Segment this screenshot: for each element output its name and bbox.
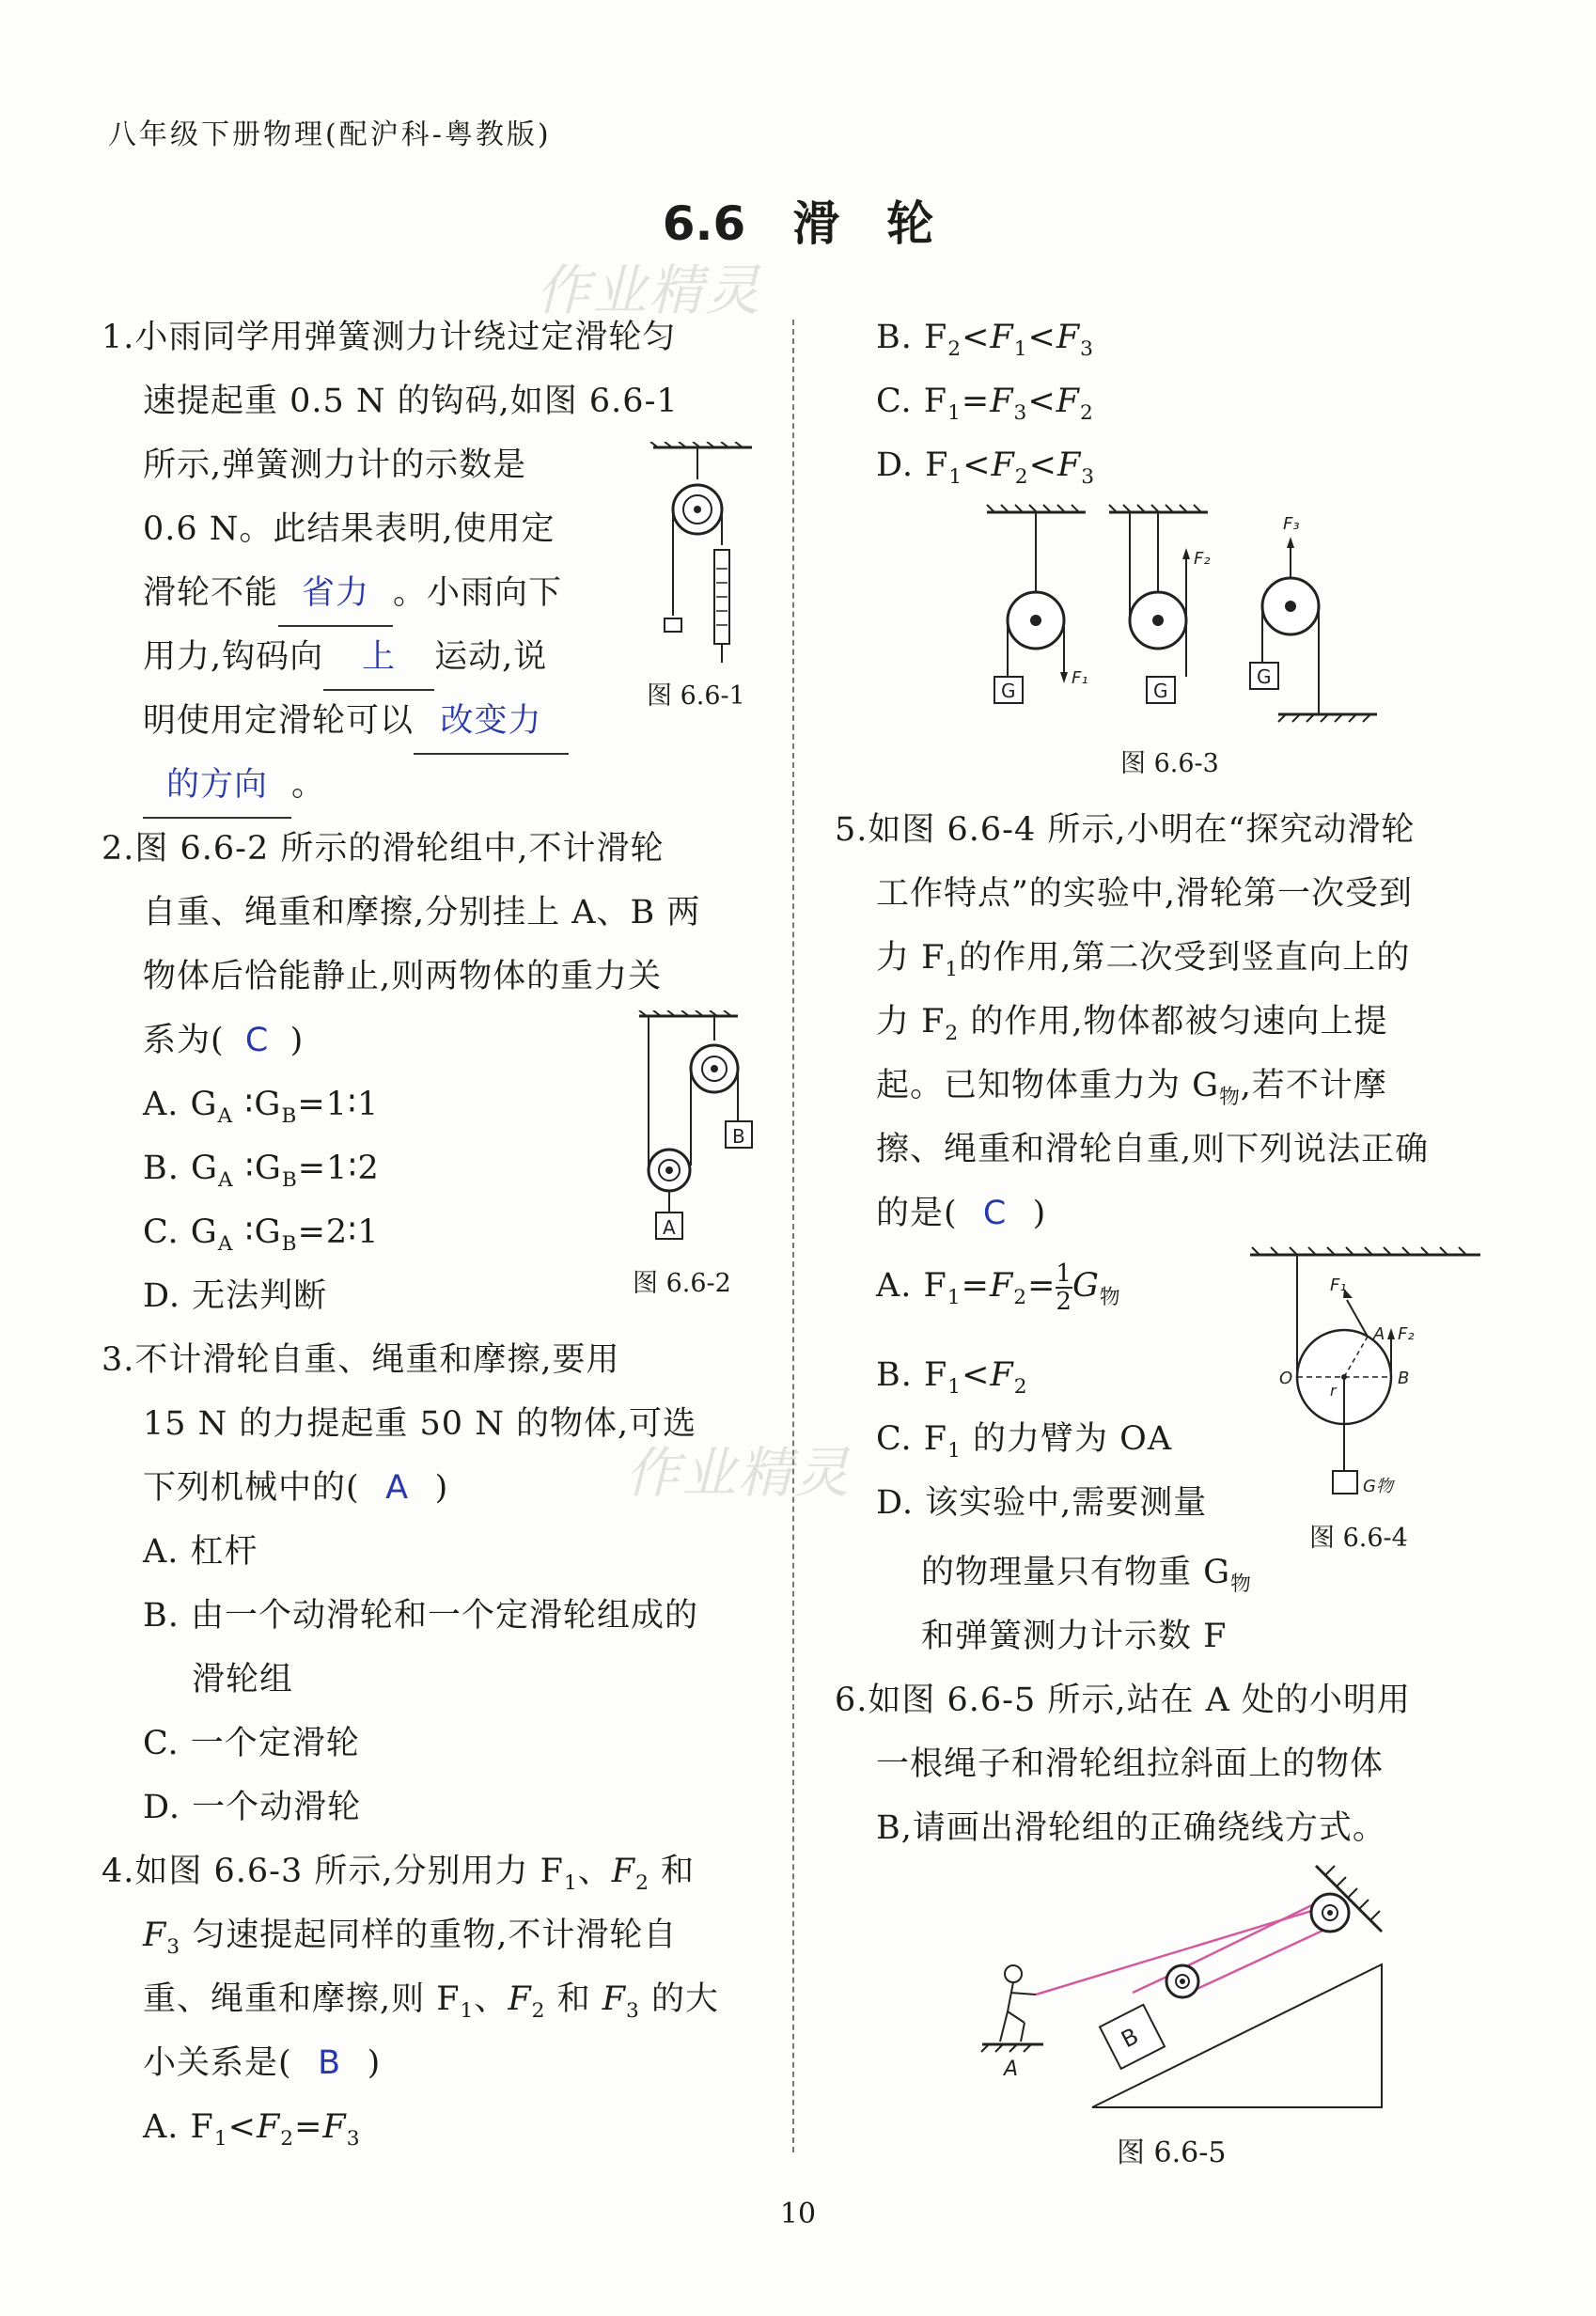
q5-answer: C (982, 1195, 1008, 1232)
q4-option-c: C. $F_1=F_3<F_2$ (876, 383, 1094, 425)
svg-text:O: O (1279, 1369, 1293, 1388)
svg-text:A: A (1004, 2058, 1019, 2081)
svg-text:F₂: F₂ (1398, 1324, 1415, 1344)
svg-text:F₃: F₃ (1283, 514, 1300, 534)
q1-line6: 用力,钩码向 上 运动,说 (143, 626, 547, 691)
section-title: 6.6 滑 轮 (662, 196, 934, 251)
q1-line5: 滑轮不能 省力 。小雨向下 (143, 562, 562, 627)
q4-line1: 4.如图 6.6-3 所示,分别用力 $F_1$、$F_2$ 和 (102, 1853, 696, 1895)
q4-answer: B (318, 2044, 342, 2082)
figure-6-6-2 (620, 1010, 761, 1245)
q4-option-b: B. $F_2<F_1<F_3$ (876, 319, 1094, 361)
svg-text:F₁: F₁ (1072, 668, 1088, 688)
q2-option-a: A. $G_A$ $∶G_B=1∶1$ (143, 1086, 380, 1128)
figure-6-6-2-caption: 图 6.6-2 (633, 1269, 731, 1298)
q3-option-c: C. 一个定滑轮 (143, 1725, 360, 1762)
figure-6-6-1 (649, 442, 761, 667)
q2-option-d: D. 无法判断 (143, 1277, 328, 1315)
q6-line3: B,请画出滑轮组的正确绕线方式。 (876, 1809, 1386, 1847)
q5-option-d-cont1: 的物理量只有物重 $G_物$ (921, 1554, 1252, 1596)
q3-answer: A (385, 1469, 410, 1507)
q3-line3: 下列机械中的( A ) (143, 1457, 448, 1520)
svg-text:F₂: F₂ (1194, 549, 1211, 569)
q5-line6: 擦、绳重和滑轮自重,则下列说法正确 (876, 1131, 1430, 1168)
figure-6-6-2-label-b: B (732, 1125, 745, 1148)
q5-option-d-cont2: 和弹簧测力计示数 F (921, 1618, 1228, 1655)
q1-line8: 的方向 。 (143, 754, 325, 819)
svg-text:G: G (1001, 680, 1016, 702)
figure-6-6-3-caption: 图 6.6-3 (1120, 749, 1219, 778)
column-divider (792, 320, 794, 2152)
q3-line2: 15 N 的力提起重 50 N 的物体,可选 (143, 1405, 697, 1443)
q2-option-c: C. $G_A$ $∶G_B=2∶1$ (143, 1213, 380, 1256)
svg-text:G: G (1153, 680, 1168, 702)
q2-answer: C (244, 1022, 270, 1059)
q4-option-a: A. $F_1<F_2=F_3$ (143, 2108, 361, 2151)
q4-line4: 小关系是( B ) (143, 2032, 381, 2095)
q4-line3: 重、绳重和摩擦,则 $F_1$、$F_2$ 和 $F_3$ 的大 (143, 1980, 719, 2023)
svg-text:A: A (1373, 1324, 1385, 1344)
q5-line3: 力 $F_1$的作用,第二次受到竖直向上的 (876, 939, 1411, 981)
svg-text:G: G (1257, 665, 1272, 688)
page-header: 八年级下册物理(配沪科-粤教版) (108, 118, 552, 151)
q5-line7: 的是( C ) (876, 1182, 1046, 1245)
q1-line7: 明使用定滑轮可以 改变力 (143, 690, 569, 755)
svg-text:B: B (1117, 2022, 1143, 2054)
watermark: 作业精灵 (536, 258, 762, 322)
q4-option-d: D. $F_1<F_2<F_3$ (876, 446, 1096, 489)
watermark-2: 作业精灵 (625, 1441, 852, 1505)
svg-text:F₁: F₁ (1330, 1275, 1347, 1295)
q2-line3: 物体后恰能静止,则两物体的重力关 (143, 958, 663, 995)
figure-6-6-4 (1245, 1245, 1490, 1509)
q5-option-a: A. $F_1=F_2=$ $\frac{1}{2}$ $G_物$ (876, 1259, 1121, 1316)
q3-option-b: B. 由一个动滑轮和一个定滑轮组成的 (143, 1597, 698, 1635)
q5-line2: 工作特点”的实验中,滑轮第一次受到 (876, 875, 1414, 913)
page-number: 10 (779, 2198, 817, 2230)
q2-option-b: B. $G_A$ $∶G_B=1∶2$ (143, 1150, 380, 1192)
q5-option-b: B. $F_1<F_2$ (876, 1356, 1028, 1399)
q5-line1: 5.如图 6.6-4 所示,小明在“探究动滑轮 (835, 811, 1416, 849)
q1-answer-2: 上 (323, 626, 434, 691)
figure-6-6-5 (978, 1861, 1400, 2115)
q1-answer-3a: 改变力 (414, 690, 569, 755)
q5-option-d: D. 该实验中,需要测量 (876, 1484, 1208, 1522)
q3-line1: 3.不计滑轮自重、绳重和摩擦,要用 (102, 1341, 620, 1379)
svg-text:G物: G物 (1363, 1477, 1393, 1496)
q5-line4: 力 $F_2$ 的作用,物体都被匀速向上提 (876, 1003, 1388, 1045)
q1-line1: 1.小雨同学用弹簧测力计绕过定滑轮匀 (102, 319, 677, 356)
q2-line4: 系为( C ) (143, 1009, 304, 1072)
svg-text:B: B (1398, 1369, 1410, 1388)
q3-option-b-cont: 滑轮组 (192, 1661, 294, 1698)
figure-6-6-5-caption: 图 6.6-5 (1117, 2136, 1227, 2169)
q6-line1: 6.如图 6.6-5 所示,站在 A 处的小明用 (835, 1682, 1412, 1719)
q1-line2: 速提起重 0.5 N 的钩码,如图 6.6-1 (143, 383, 679, 420)
svg-text:r: r (1330, 1382, 1337, 1400)
q3-option-d: D. 一个动滑轮 (143, 1789, 362, 1826)
q6-line2: 一根绳子和滑轮组拉斜面上的物体 (876, 1745, 1385, 1783)
q1-answer-3b: 的方向 (143, 754, 291, 819)
q3-option-a: A. 杠杆 (143, 1533, 258, 1571)
q2-line1: 2.图 6.6-2 所示的滑轮组中,不计滑轮 (102, 830, 665, 868)
q2-line2: 自重、绳重和摩擦,分别挂上 A、B 两 (143, 894, 701, 931)
figure-6-6-4-caption: 图 6.6-4 (1309, 1524, 1408, 1553)
q1-line3: 所示,弹簧测力计的示数是 (143, 446, 527, 484)
q4-line2: $F_3$ 匀速提起同样的重物,不计滑轮自 (143, 1917, 678, 1959)
figure-6-6-1-caption: 图 6.6-1 (647, 681, 745, 711)
figure-6-6-3 (978, 503, 1391, 738)
q5-line5: 起。已知物体重力为 $G_物$,若不计摩 (876, 1067, 1387, 1109)
figure-6-6-2-label-a: A (663, 1216, 676, 1239)
q1-line4: 0.6 N。此结果表明,使用定 (143, 510, 555, 548)
q5-option-c: C. $F_1$ 的力臂为 OA (876, 1420, 1173, 1463)
q1-answer-1: 省力 (278, 562, 393, 627)
